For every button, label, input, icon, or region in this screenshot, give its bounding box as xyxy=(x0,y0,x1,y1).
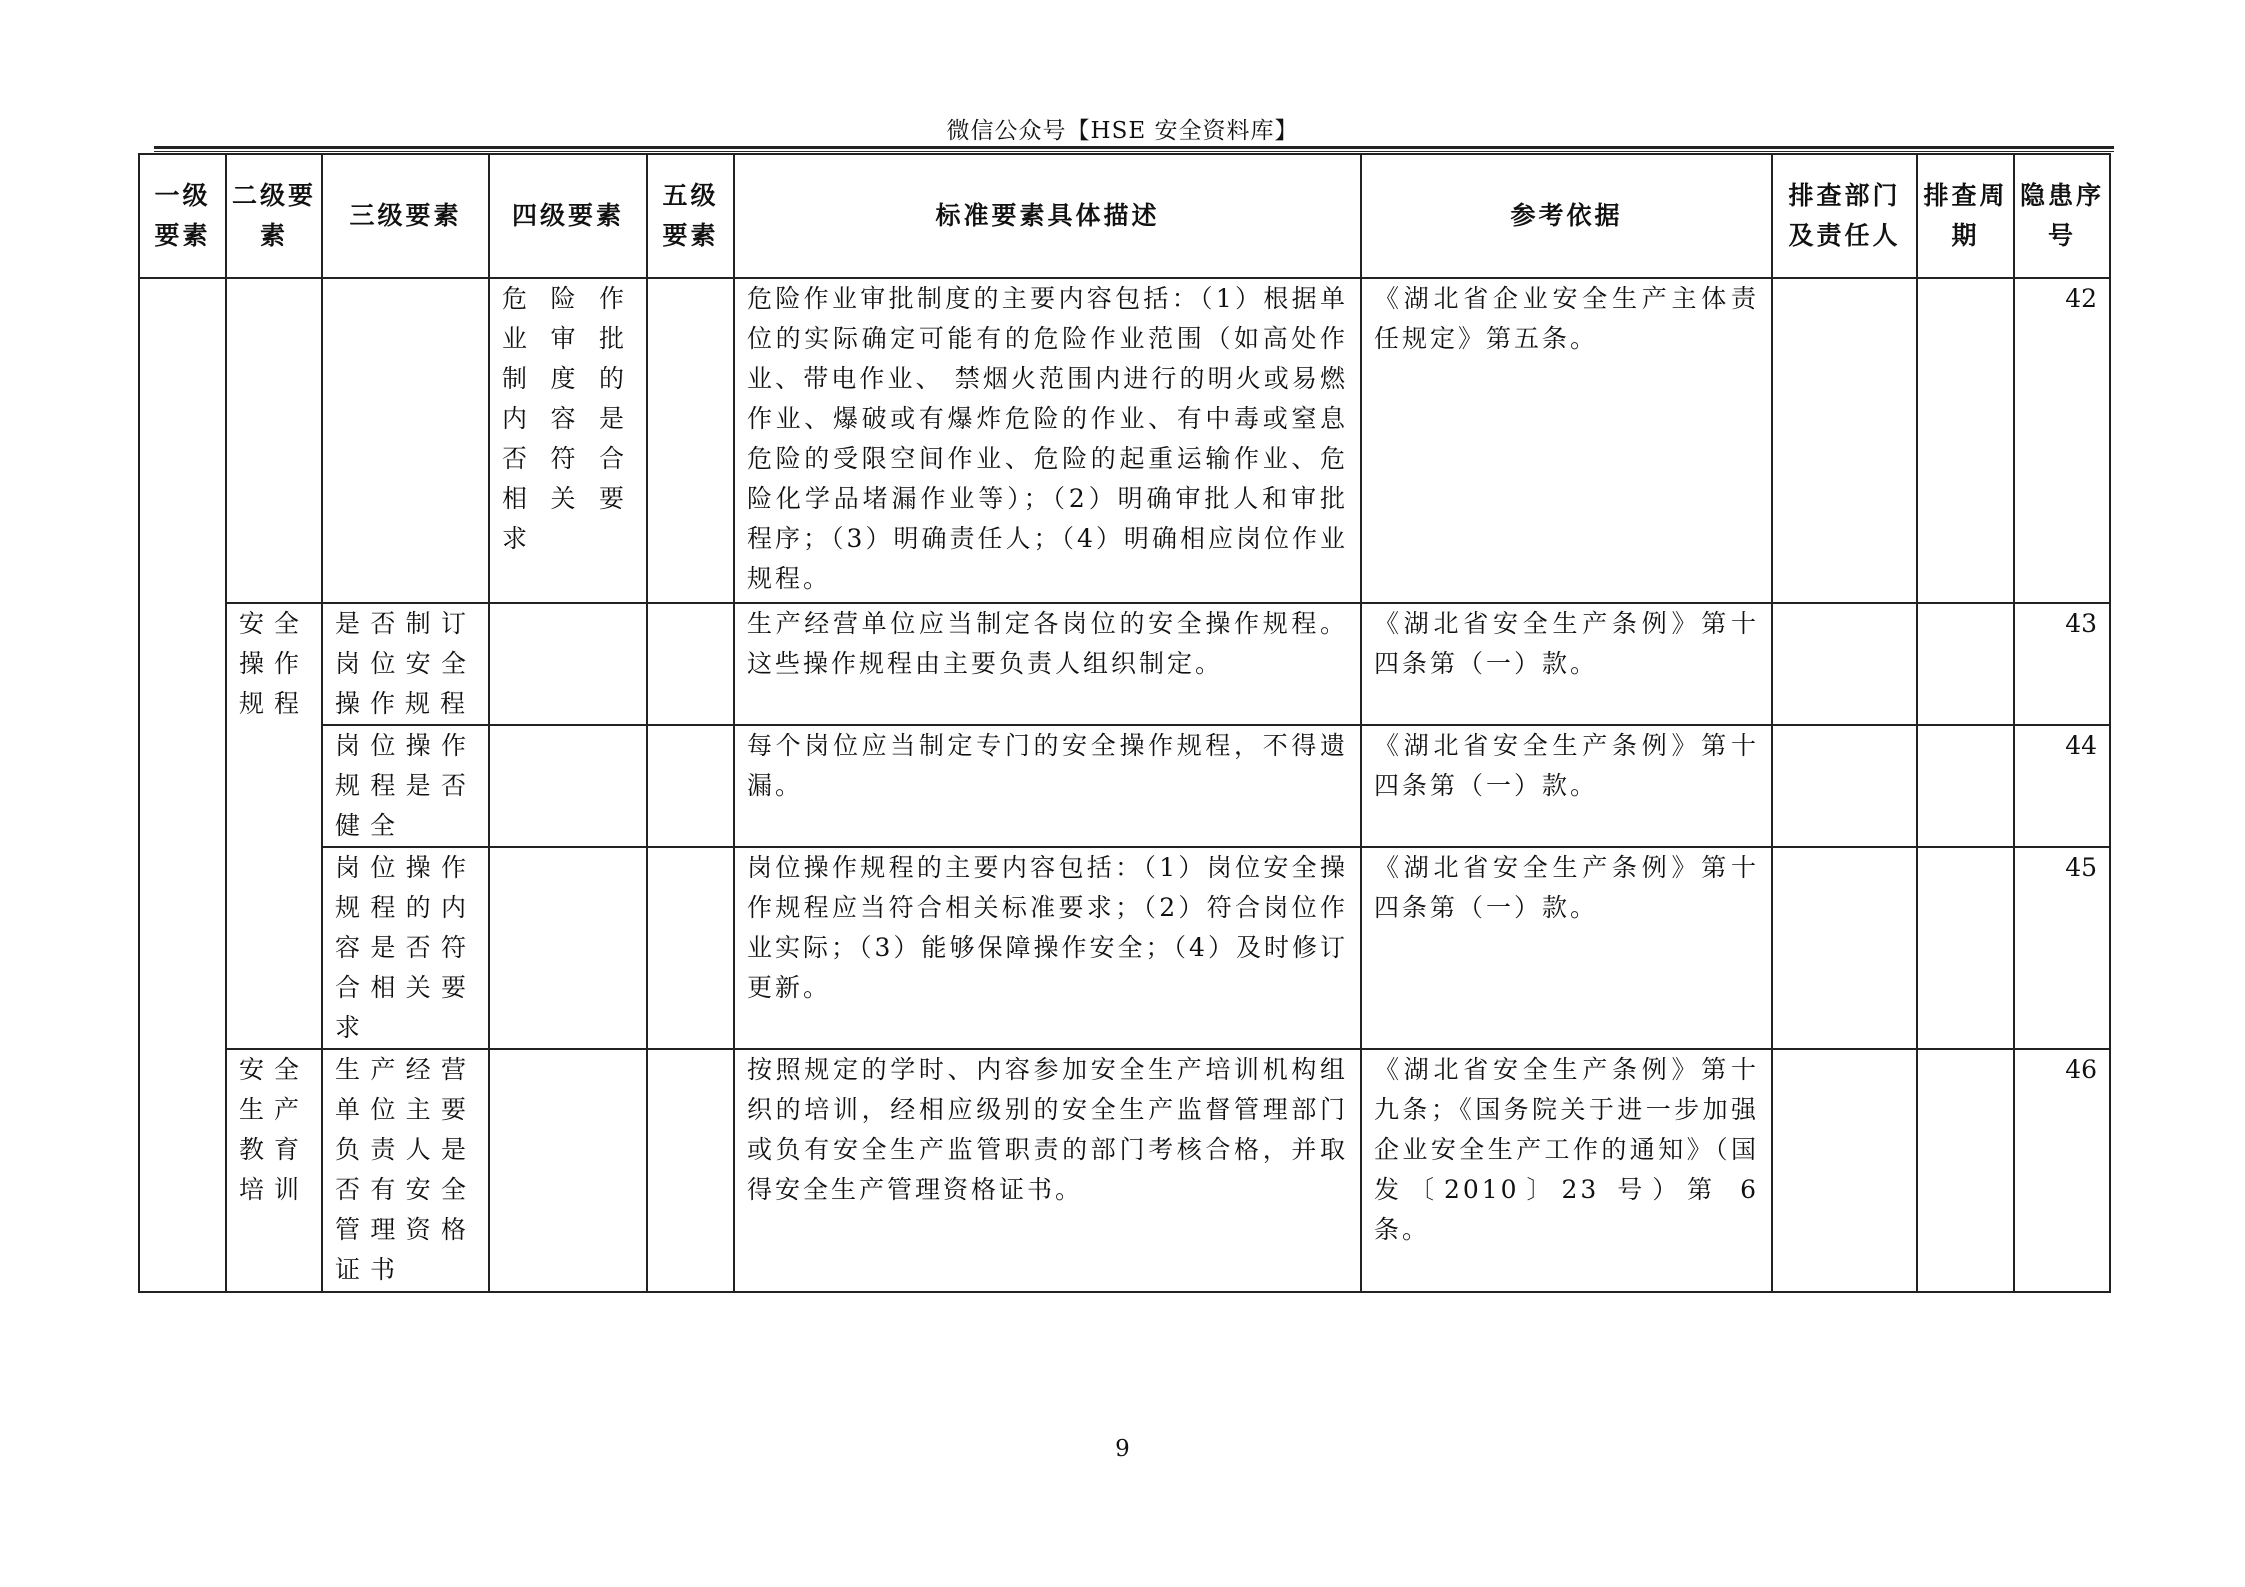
level3-cell xyxy=(322,278,489,603)
header-level3: 三级要素 xyxy=(322,154,489,278)
cycle-cell xyxy=(1917,603,2014,725)
level4-cell xyxy=(489,603,647,725)
description-cell: 按照规定的学时、内容参加安全生产培训机构组织的培训，经相应级别的安全生产监督管理部门或负有安全生产监管职责的部门考核合格，并取得安全生产管理资格证书。 xyxy=(734,1049,1361,1292)
description-cell: 岗位操作规程的主要内容包括：（1）岗位安全操作规程应当符合相关标准要求；（2）符合岗位作业实际；（3）能够保障操作安全；（4）及时修订更新。 xyxy=(734,847,1361,1049)
basis-cell: 《湖北省企业安全生产主体责任规定》第五条。 xyxy=(1361,278,1772,603)
cycle-cell xyxy=(1917,725,2014,847)
table-row xyxy=(139,725,2110,847)
level2-cell: 安全生产教育培训 xyxy=(226,1049,322,1292)
level4-cell xyxy=(489,725,647,847)
hazard-checklist-table xyxy=(138,153,2111,1293)
table-header-row xyxy=(139,154,2110,278)
level5-cell xyxy=(647,847,734,1049)
level4-cell: 危险作业审批制度的内容是否符合相关要求 xyxy=(489,278,647,603)
description-cell: 生产经营单位应当制定各岗位的安全操作规程。这些操作规程由主要负责人组织制定。 xyxy=(734,603,1361,725)
level4-cell xyxy=(489,1049,647,1292)
header-level2: 二级要素 xyxy=(226,154,322,278)
basis-cell: 《湖北省安全生产条例》第十九条；《国务院关于进一步加强企业安全生产工作的通知》（国发〔2010〕23 号）第 6 条。 xyxy=(1361,1049,1772,1292)
number-cell: 43 xyxy=(2014,603,2110,725)
basis-cell: 《湖北省安全生产条例》第十四条第（一）款。 xyxy=(1361,603,1772,725)
cycle-cell xyxy=(1917,847,2014,1049)
document-header: 微信公众号【HSE 安全资料库】 xyxy=(946,118,1299,144)
level5-cell xyxy=(647,1049,734,1292)
level5-cell xyxy=(647,603,734,725)
header-description: 标准要素具体描述 xyxy=(734,154,1361,278)
header-department: 排查部门及责任人 xyxy=(1772,154,1917,278)
basis-cell: 《湖北省安全生产条例》第十四条第（一）款。 xyxy=(1361,847,1772,1049)
level5-cell xyxy=(647,725,734,847)
description-cell: 每个岗位应当制定专门的安全操作规程，不得遗漏。 xyxy=(734,725,1361,847)
header-number: 隐患序号 xyxy=(2014,154,2110,278)
level4-cell xyxy=(489,847,647,1049)
table-row xyxy=(139,847,2110,1049)
department-cell xyxy=(1772,278,1917,603)
level2-cell: 安全操作规程 xyxy=(226,603,322,1049)
level2-cell xyxy=(226,278,322,603)
header-rule-thick xyxy=(154,146,2114,149)
header-level5: 五级要素 xyxy=(647,154,734,278)
level3-cell: 岗位操作规程的内容是否符合相关要求 xyxy=(322,847,489,1049)
level3-cell: 是否制订岗位安全操作规程 xyxy=(322,603,489,725)
page-number: 9 xyxy=(1115,1436,1130,1462)
level5-cell xyxy=(647,278,734,603)
header-rule-thin xyxy=(154,151,2114,152)
level1-cell xyxy=(139,278,226,1292)
cycle-cell xyxy=(1917,278,2014,603)
department-cell xyxy=(1772,725,1917,847)
header-level1: 一级要素 xyxy=(139,154,226,278)
header-cycle: 排查周期 xyxy=(1917,154,2014,278)
number-cell: 44 xyxy=(2014,725,2110,847)
header-level4: 四级要素 xyxy=(489,154,647,278)
department-cell xyxy=(1772,1049,1917,1292)
number-cell: 46 xyxy=(2014,1049,2110,1292)
department-cell xyxy=(1772,603,1917,725)
number-cell: 42 xyxy=(2014,278,2110,603)
table-row xyxy=(139,1049,2110,1292)
number-cell: 45 xyxy=(2014,847,2110,1049)
cycle-cell xyxy=(1917,1049,2014,1292)
table-row xyxy=(139,278,2110,603)
header-basis: 参考依据 xyxy=(1361,154,1772,278)
basis-cell: 《湖北省安全生产条例》第十四条第（一）款。 xyxy=(1361,725,1772,847)
level3-cell: 生产经营单位主要负责人是否有安全管理资格证书 xyxy=(322,1049,489,1292)
department-cell xyxy=(1772,847,1917,1049)
description-cell: 危险作业审批制度的主要内容包括：（1）根据单位的实际确定可能有的危险作业范围（如高处作业、带电作业、 禁烟火范围内进行的明火或易燃作业、爆破或有爆炸危险的作业、有中毒或窒息危险的受限空间作业、危险的起重运输作业、危险化学品堵漏作业等）；（2）明确审批人和审批程序；（3）明确责任人；（4）明确相应岗位作业规程。 xyxy=(734,278,1361,603)
table-row xyxy=(139,603,2110,725)
level3-cell: 岗位操作规程是否健全 xyxy=(322,725,489,847)
